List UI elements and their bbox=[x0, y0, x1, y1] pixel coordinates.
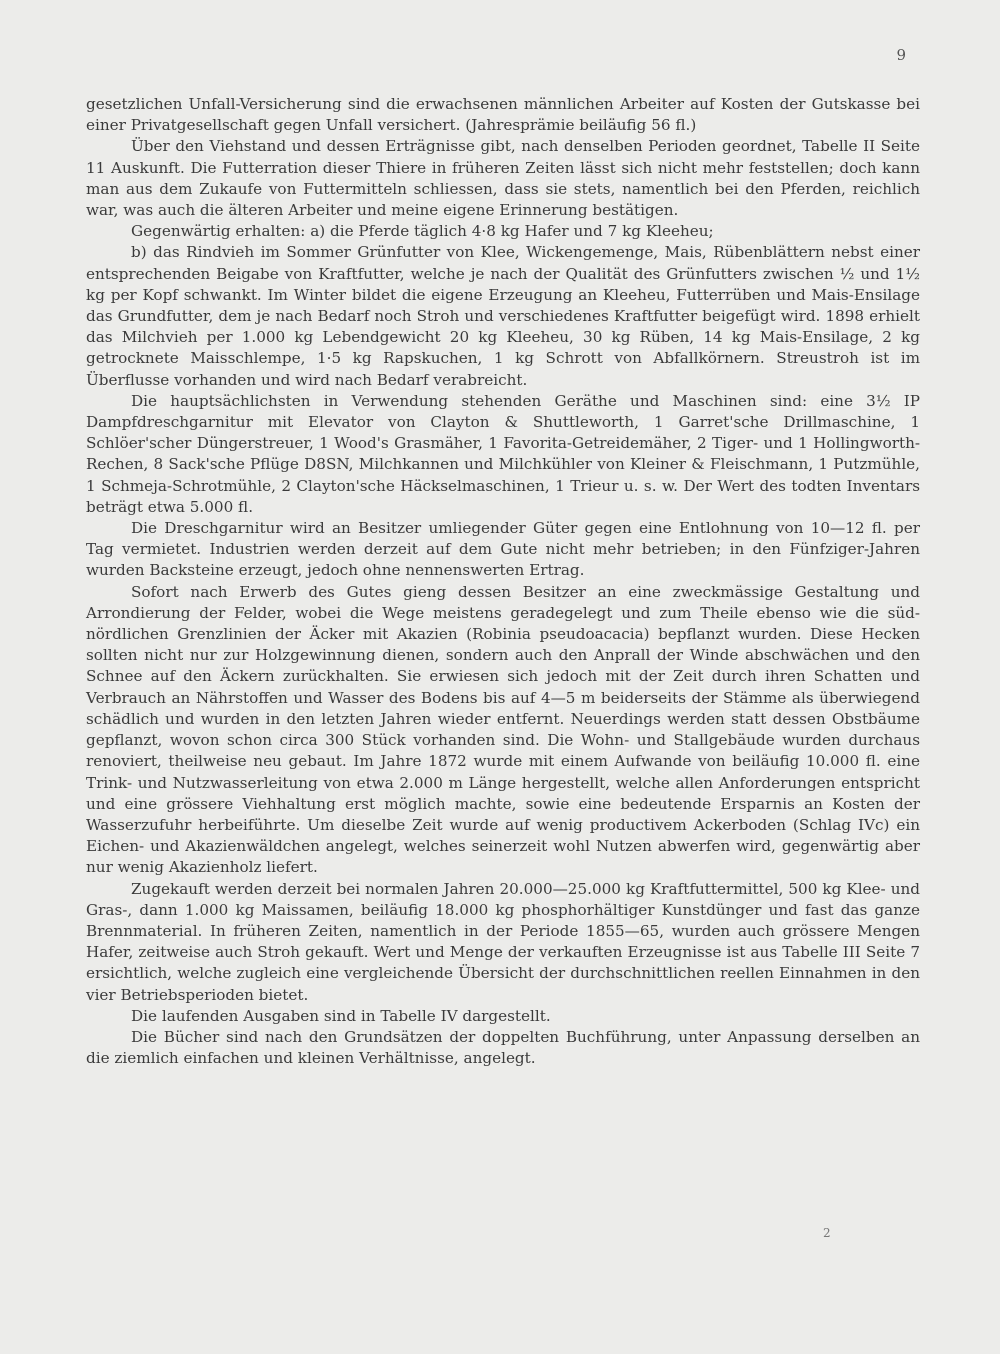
paragraph-rindvieh-futter: b) das Rindvieh im Sommer Grünfutter von Klee, Wickengemenge, Mais, Rübenblättern nebst einer entsprechenden Beigabe von Kraftfutter, welche je nach der Qualität des Grünfutters zwischen ½ und 1½ kg per Kopf schwankt. Im Winter bildet die eigene Erzeugung an Kleeheu, Futterrüben und Mais-Ensilage das Grundfutter, dem je nach Bedarf noch Stroh und verschiedenes Kraftfutter beigefügt wird. 1898 erhielt das Milchvieh per 1.000 kg Lebendgewicht 20 kg Kleeheu, 30 kg Rüben, 14 kg Mais-Ensilage, 2 kg getrocknete Maisschlempe, 1·5 kg Rapskuchen, 1 kg Schrott von Abfallkörnern. Streustroh ist im Überflusse vorhanden und wird nach Bedarf verabreicht. bbox=[86, 243, 920, 389]
paragraph-viehstand: Über den Viehstand und dessen Erträgnisse gibt, nach denselben Perioden geordnet, Tabelle II Seite 11 Auskunft. Die Futterration dieser Thiere in früheren Zeiten lässt sich nicht mehr feststellen; doch kann man aus dem Zukaufe von Futtermitteln schliessen, dass sie stets, namentlich bei den Pferden, reichlich war, was auch die älteren Arbeiter und meine eigene Erinnerung bestätigen. bbox=[86, 137, 920, 220]
paragraph-pferde-futter: Gegenwärtig erhalten: a) die Pferde täglich 4·8 kg Hafer und 7 kg Kleeheu; bbox=[131, 222, 714, 241]
paragraph-maschinen: Die hauptsächlichsten in Verwendung stehenden Geräthe und Maschinen sind: eine 3½ IP Dampfdreschgarnitur mit Elevator von Clayton & Shuttleworth, 1 Garret'sche Drillmaschine, 1 Schlöer'scher Düngerstreuer, 1 Wood's Grasmäher, 1 Favorita-Getreidemäher, 2 Tiger- und 1 Hollingworth-Rechen, 8 Sack'sche Pflüge D8SN, Milchkannen und Milchkühler von Kleiner & Fleischmann, 1 Putzmühle, 1 Schmeja-Schrotmühle, 2 Clayton'sche Häckselmaschinen, 1 Trieur u. s. w. Der Wert des todten Inventars beträgt etwa 5.000 fl. bbox=[86, 391, 920, 516]
paragraph-arrondierung: Sofort nach Erwerb des Gutes gieng dessen Besitzer an eine zweckmässige Gestaltung und Arrondierung der Felder, wobei die Wege meistens geradegelegt und zum Theile ebenso wie die süd-nördlichen Grenzlinien der Äcker mit Akazien (Robinia pseudoacacia) bepflanzt wurden. Diese Hecken sollten nicht nur zur Holzgewinnung dienen, sondern auch den Anprall der Winde abschwächen und den Schnee auf den Äckern zurückhalten. Sie erwiesen sich jedoch mit der Zeit durch ihren Schatten und Verbrauch an Nährstoffen und Wasser des Bodens bis auf 4—5 m beiderseits der Stämme als überwiegend schädlich und wurden in den letzten Jahren wieder entfernt. Neuerdings werden statt dessen Obstbäume gepflanzt, wovon schon circa 300 Stück vorhanden sind. Die Wohn- und Stallgebäude wurden durchaus renoviert, theilweise neu gebaut. Im Jahre 1872 wurde mit einem Aufwande von beiläufig 10.000 fl. eine Trink- und Nutzwasserleitung von etwa 2.000 m Länge hergestellt, welche allen Anforderungen entspricht und eine grössere Viehhaltung erst möglich machte, sowie eine bedeutende Ersparnis an Kosten der Wasserzufuhr herbeiführte. Um dieselbe Zeit wurde auf wenig productivem Ackerboden (Schlag IVc) ein Eichen- und Akazienwäldchen angelegt, welches seinerzeit wohl Nutzen abwerfen wird, gegenwärtig aber nur wenig Akazienholz liefert. bbox=[86, 582, 920, 877]
page-number: 9 bbox=[896, 46, 906, 64]
signature-mark: 2 bbox=[823, 1226, 831, 1240]
paragraph-ausgaben: Die laufenden Ausgaben sind in Tabelle IV dargestellt. bbox=[131, 1006, 551, 1025]
paragraph-zukauf: Zugekauft werden derzeit bei normalen Jahren 20.000—25.000 kg Kraftfuttermittel, 500 kg Klee- und Gras-, dann 1.000 kg Maissamen, beiläufig 18.000 kg phosphorhältiger Kunstdünger und fast das ganze Brennmaterial. In früheren Zeiten, namentlich in der Periode 1855—65, wurden auch grössere Mengen Hafer, zeitweise auch Stroh gekauft. Wert und Menge der verkauften Erzeugnisse ist aus Tabelle III Seite 7 ersichtlich, welche zugleich eine vergleichende Übersicht der durchschnittlichen reellen Einnahmen in den vier Betriebsperioden bietet. bbox=[86, 879, 920, 1004]
paragraph-dreschgarnitur: Die Dreschgarnitur wird an Besitzer umliegender Güter gegen eine Entlohnung von 10—12 fl. per Tag vermietet. Industrien werden derzeit auf dem Gute nicht mehr betrieben; in den Fünfziger-Jahren wurden Backsteine erzeugt, jedoch ohne nennenswerten Ertrag. bbox=[86, 519, 920, 580]
paragraph-unfallversicherung: gesetzlichen Unfall-Versicherung sind die erwachsenen männlichen Arbeiter auf Kosten der Gutskasse bei einer Privatgesellschaft gegen Unfall versichert. (Jahresprämie beiläufig 56 fl.) bbox=[86, 95, 920, 135]
paragraph-buchfuehrung: Die Bücher sind nach den Grundsätzen der doppelten Buchführung, unter Anpassung derselben an die ziemlich einfachen und kleinen Verhältnisse, angelegt. bbox=[86, 1027, 920, 1068]
body-text bbox=[86, 94, 920, 1069]
